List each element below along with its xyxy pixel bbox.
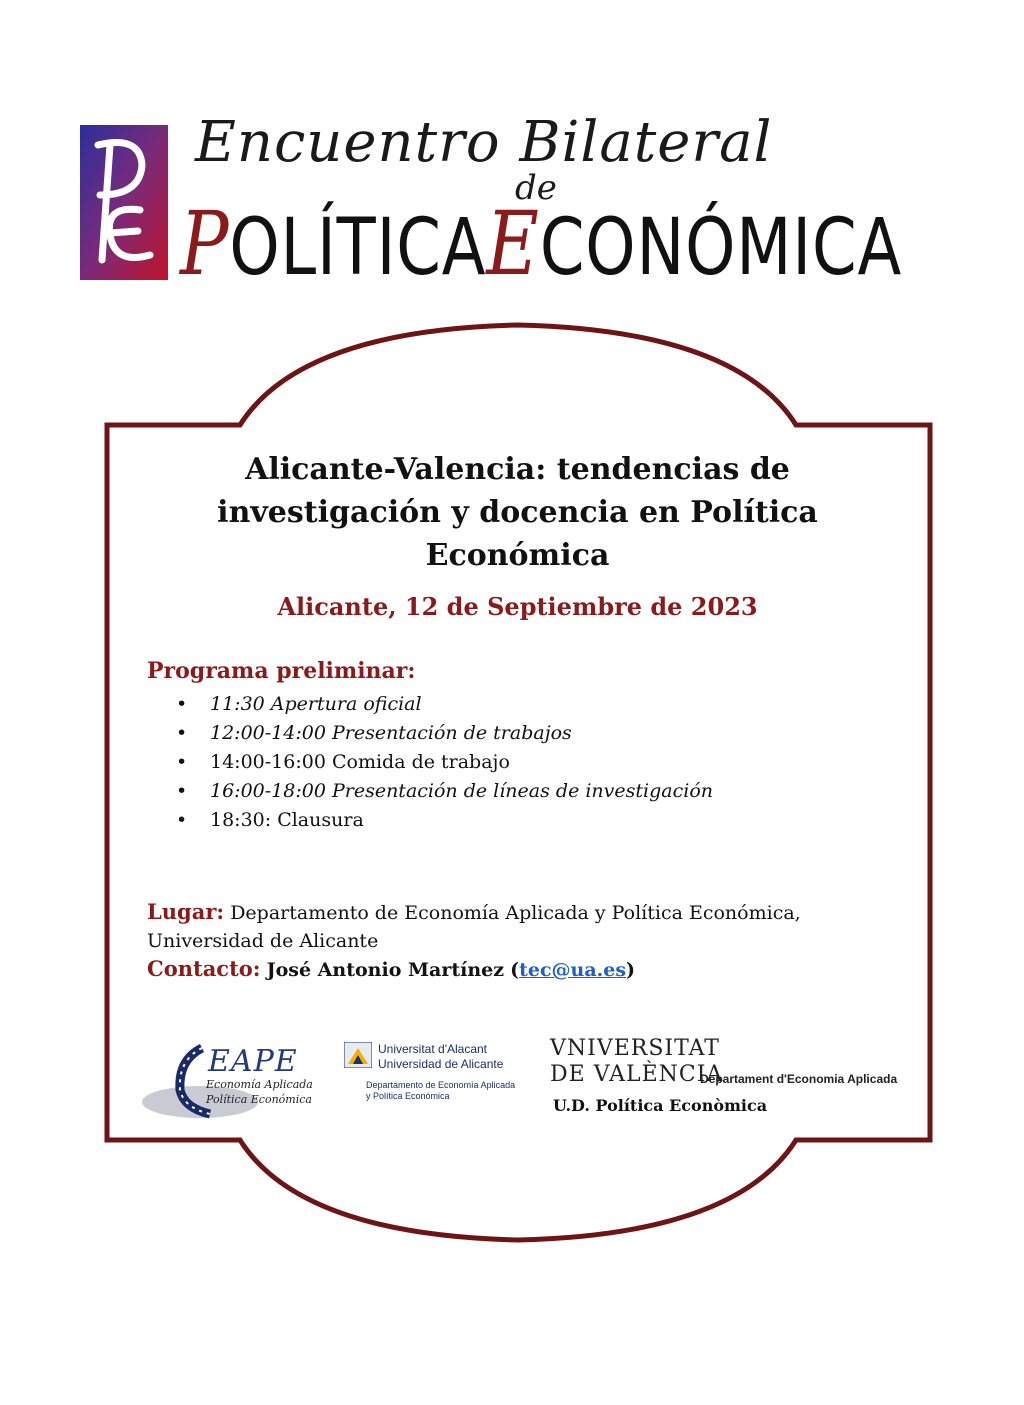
initial-p: P	[180, 192, 230, 295]
initial-e: E	[486, 192, 540, 295]
ua-emblem-icon	[344, 1042, 372, 1068]
contact: Contacto: José Antonio Martínez (tec@ua.es)	[147, 956, 636, 981]
contact-name: José Antonio Martínez	[266, 959, 505, 981]
list-item: • 18:30: Clausura	[176, 809, 364, 831]
list-item: • 11:30 Apertura oficial	[176, 693, 422, 715]
eape-name: EAPE	[208, 1044, 298, 1079]
uv-logo: VNIVERSITAT DE VALÈNCIA Departament d'Economia Aplicada U.D. Política Econòmica	[550, 1036, 898, 1115]
uv-unit-name: U.D. Política Econòmica	[553, 1096, 768, 1115]
venue	[147, 898, 867, 955]
list-item: • 12:00-14:00 Presentación de trabajos	[176, 722, 572, 744]
venue-value: Departamento de Economía Aplicada y Política Económica, Universidad de Alicante	[147, 902, 801, 952]
pe-monogram-icon	[80, 125, 168, 280]
program-list	[170, 690, 713, 835]
event-title: Alicante-Valencia: tendencias de investigación y docencia en Política Económica	[217, 452, 818, 573]
header-main-title	[180, 192, 902, 295]
event-logo	[80, 110, 940, 295]
contact-email-link[interactable]: tec@ua.es	[519, 959, 627, 981]
header-script-title: Encuentro Bilateral	[195, 110, 773, 175]
word-economica: CONÓMICA	[539, 203, 903, 293]
event-date: Alicante, 12 de Septiembre de 2023	[277, 592, 758, 621]
venue-label: Lugar:	[147, 899, 225, 924]
ua-logo: Universitat d'Alacant Universidad de Alicante Departamento de Economía Aplicada y Política Económica	[342, 1042, 532, 1122]
eape-logo: EAPE Economía Aplicada Política Económica	[140, 1040, 320, 1120]
program-heading: Programa preliminar:	[147, 658, 416, 684]
word-politica: OLÍTICA	[229, 203, 487, 293]
contact-label: Contacto:	[147, 956, 261, 981]
list-item: • 14:00-16:00 Comida de trabajo	[176, 751, 510, 773]
list-item: • 16:00-18:00 Presentación de líneas de investigación	[176, 780, 713, 802]
header-de: de	[515, 168, 557, 208]
